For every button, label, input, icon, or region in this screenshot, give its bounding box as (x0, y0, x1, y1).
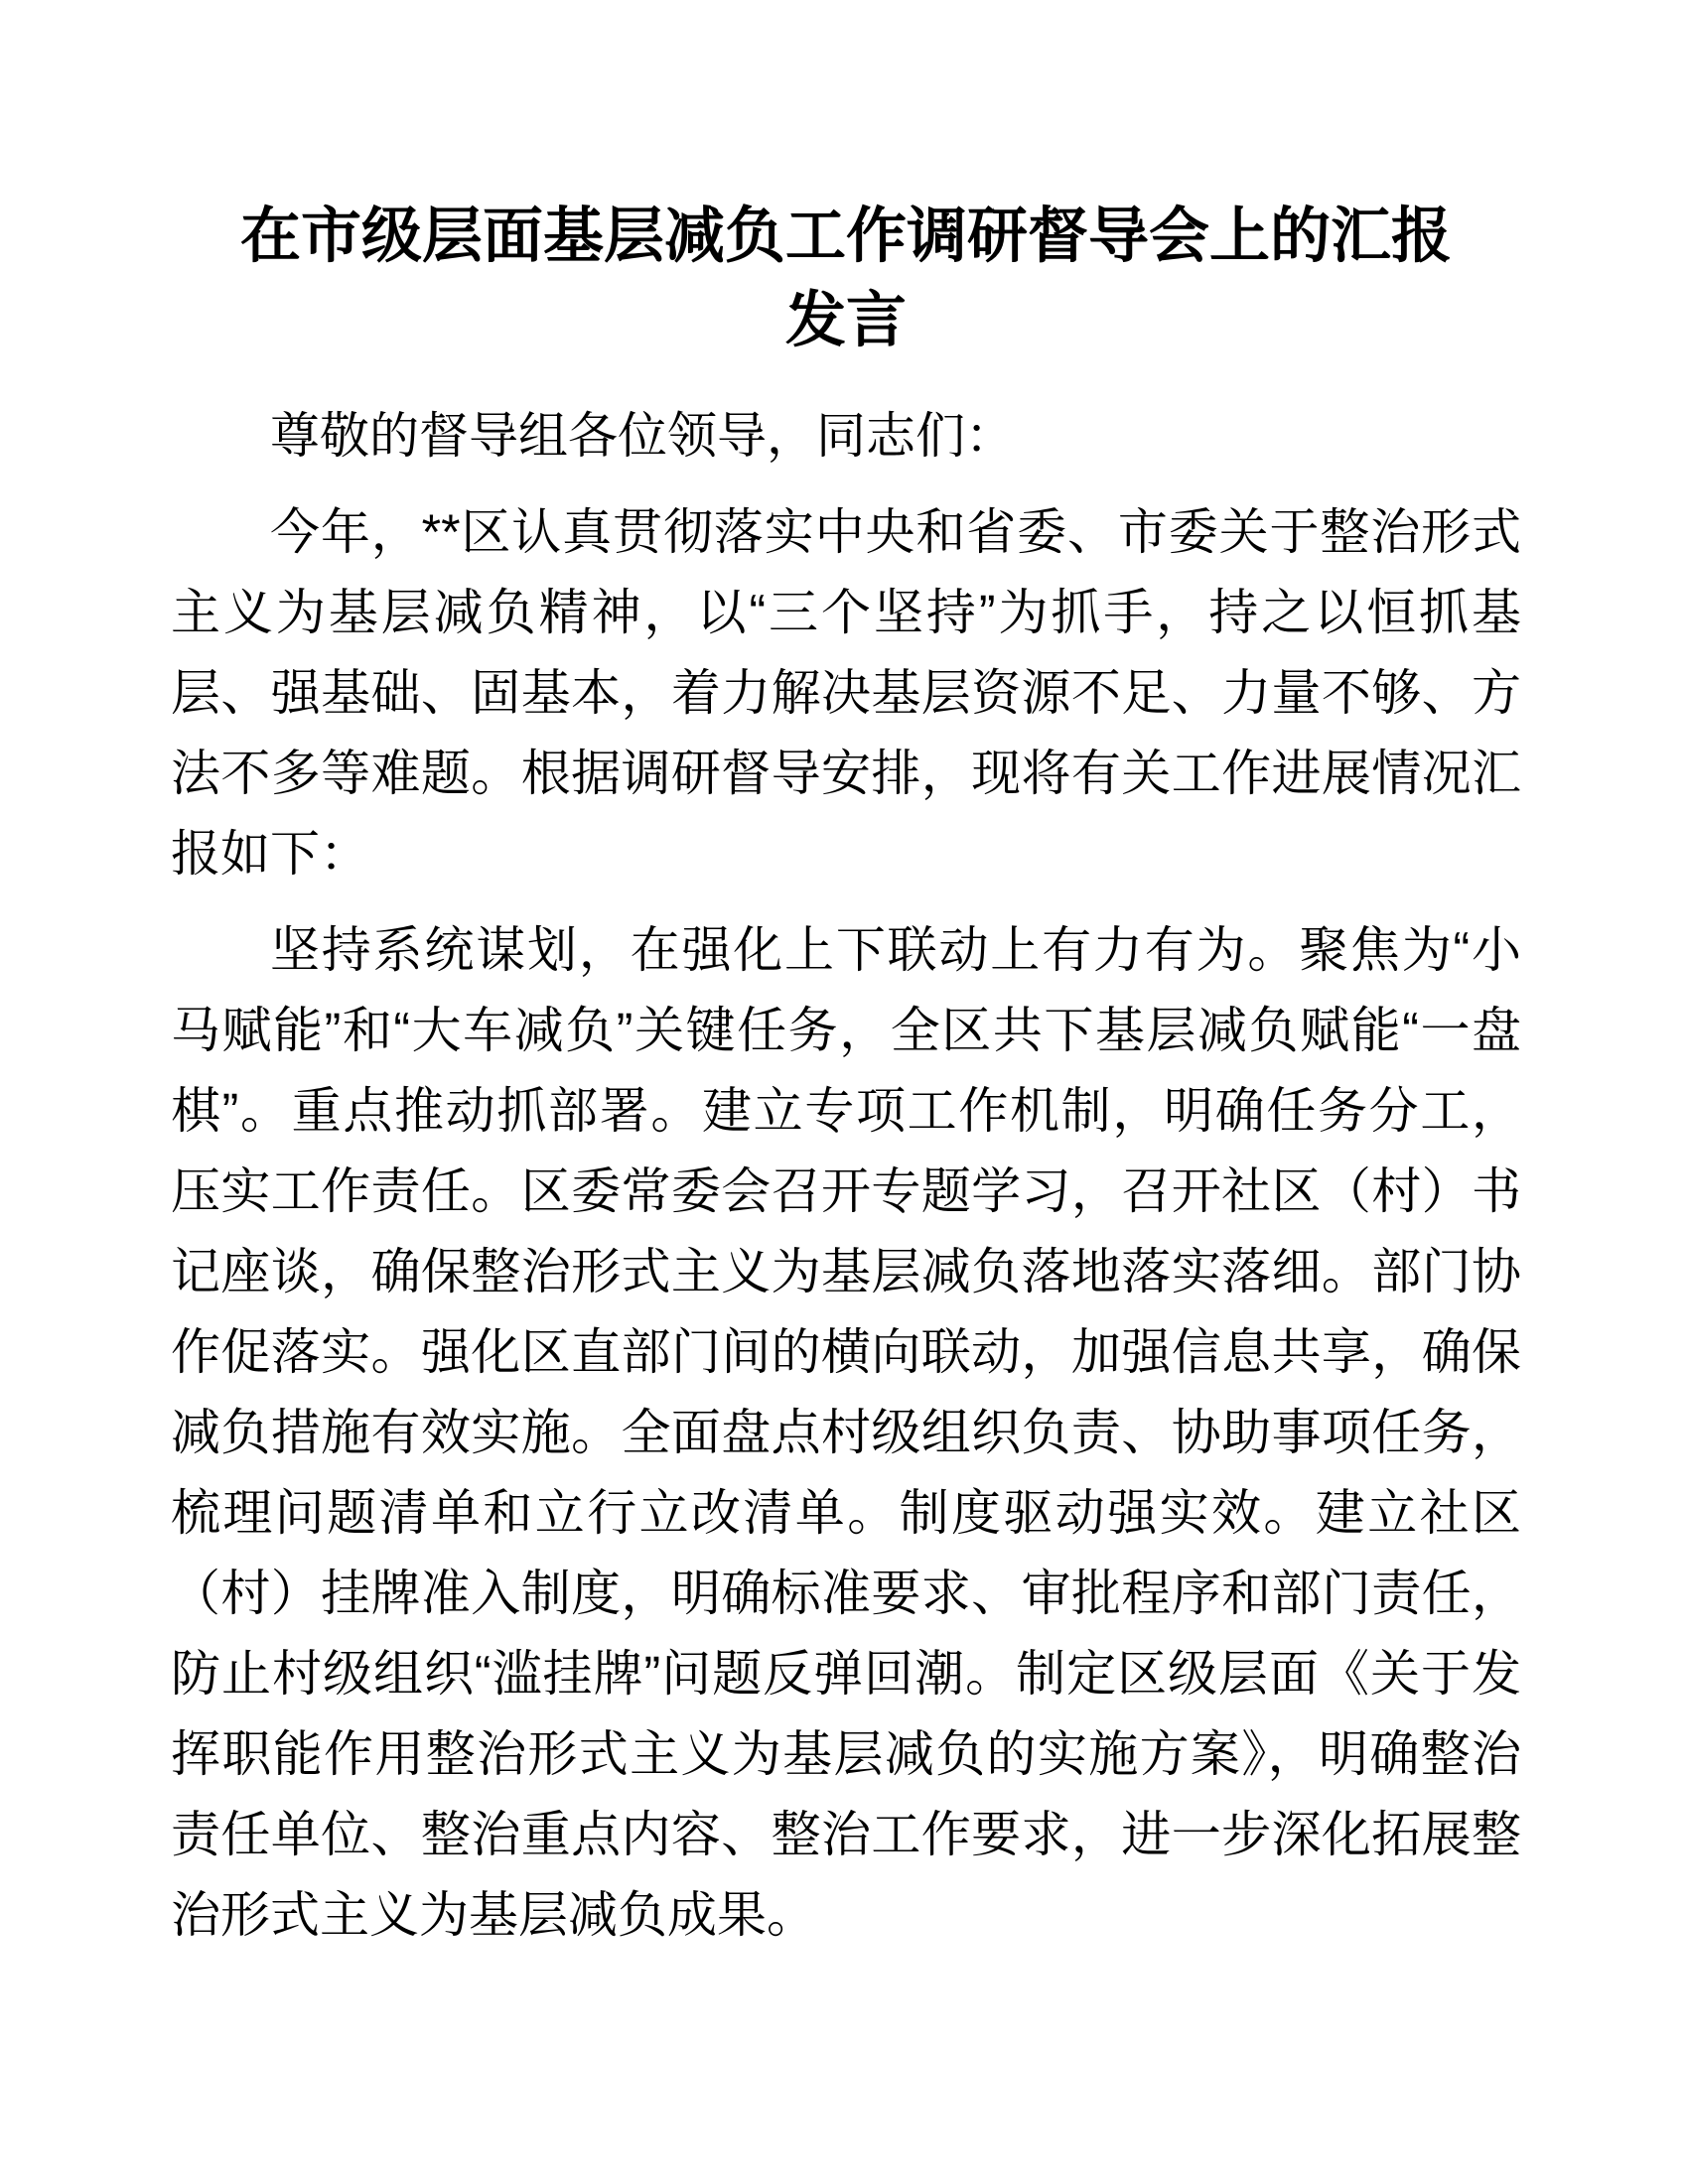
document-title: 在市级层面基层减负工作调研督导会上的汇报发言 (239, 202, 1452, 353)
main-body-paragraph: 坚持系统谋划，在强化上下联动上有力有为。聚焦为“小马赋能”和“大车减负”关键任务，全区共下基层减负赋能“一盘棋”。重点推动抓部署。建立专项工作机制，明确任务分工，压实工作责任。区委常委会召开专题学习，召开社区（村）书记座谈，确保整治形式主义为基层减负落地落实落细。部门协作促落实。强化区直部门间的横向联动，加强信息共享，确保减负措施有效实施。全面盘点村级组织负责、协助事项任务，梳理问题清单和立行立改清单。制度驱动强实效。建立社区（村）挂牌准入制度，明确标准要求、审批程序和部门责任，防止村级组织“滥挂牌”问题反弹回潮。制定区级层面《关于发挥职能作用整治形式主义为基层减负的实施方案》，明确整治责任单位、整治重点内容、整治工作要求，进一步深化拓展整治形式主义为基层减负成果。 (171, 922, 1521, 1943)
salutation-paragraph: 尊敬的督导组各位领导，同志们： (270, 408, 1015, 464)
intro-paragraph: 今年，**区认真贯彻落实中央和省委、市委关于整治形式主义为基层减负精神，以“三个坚持”为抓手，持之以恒抓基层、强基础、固基本，着力解决基层资源不足、力量不够、方法不多等难题。根据调研督导安排，现将有关工作进展情况汇报如下： (171, 504, 1521, 882)
